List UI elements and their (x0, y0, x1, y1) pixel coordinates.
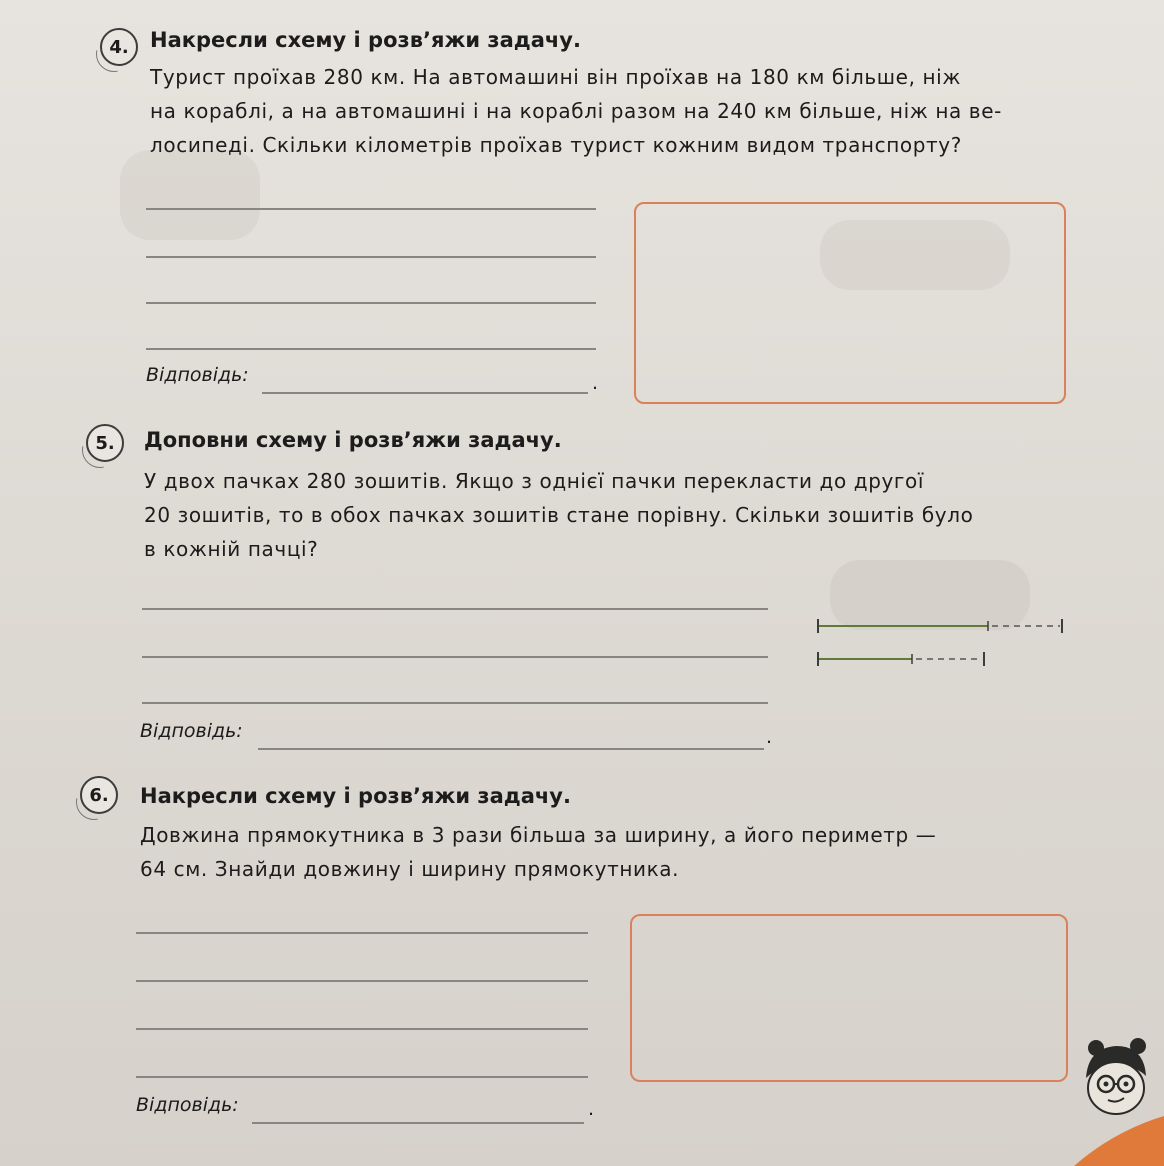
orange-corner-shape (1074, 1116, 1164, 1166)
task-number: 6. (89, 784, 109, 806)
task-text-line: лосипеді. Скільки кілометрів проїхав турист кожним видом транспорту? (150, 133, 962, 157)
writing-line[interactable] (136, 980, 588, 982)
segment-scheme (812, 614, 1072, 672)
answer-period: . (766, 726, 773, 748)
task-text-line: в кожній пачці? (144, 537, 319, 561)
task-title: Накресли схему і розв’яжи задачу. (150, 28, 581, 52)
scheme-drawing-box[interactable] (630, 914, 1068, 1082)
task-text-line: Турист проїхав 280 км. На автомашині він проїхав на 180 км більше, ніж (150, 65, 961, 89)
scheme-drawing-box[interactable] (634, 202, 1066, 404)
show-through-mark (120, 150, 260, 240)
answer-line[interactable] (252, 1122, 584, 1124)
task-number-badge (80, 776, 118, 814)
task-title: Накресли схему і розв’яжи задачу. (140, 784, 571, 808)
task-text (144, 464, 973, 566)
task-text (140, 818, 936, 886)
task-number: 5. (95, 432, 115, 454)
writing-line[interactable] (142, 608, 768, 610)
writing-line[interactable] (146, 348, 596, 350)
answer-period: . (588, 1098, 595, 1120)
task-text-line: Довжина прямокутника в 3 рази більша за ширину, а його периметр — (140, 823, 937, 847)
task-text-line: У двох пачках 280 зошитів. Якщо з однієї пачки перекласти до другої (144, 469, 925, 493)
writing-line[interactable] (146, 302, 596, 304)
writing-line[interactable] (136, 932, 588, 934)
task-text (150, 60, 1002, 162)
task-number-badge (86, 424, 124, 462)
answer-label: Відповідь: (140, 720, 243, 742)
writing-line[interactable] (136, 1076, 588, 1078)
writing-line[interactable] (142, 656, 768, 658)
writing-line[interactable] (146, 208, 596, 210)
task-number-badge (100, 28, 138, 66)
writing-line[interactable] (142, 702, 768, 704)
task-text-line: 64 см. Знайди довжину і ширину прямокутника. (140, 857, 680, 881)
answer-period: . (592, 372, 599, 394)
answer-label: Відповідь: (146, 364, 249, 386)
task-text-line: на кораблі, а на автомашині і на кораблі разом на 240 км більше, ніж на ве- (150, 99, 1002, 123)
mascot-illustration (1074, 1036, 1164, 1166)
writing-line[interactable] (136, 1028, 588, 1030)
answer-label: Відповідь: (136, 1094, 239, 1116)
answer-line[interactable] (258, 748, 764, 750)
task-number: 4. (109, 36, 129, 58)
segment-first-pack (818, 619, 1062, 633)
task-title: Доповни схему і розв’яжи задачу. (144, 428, 562, 452)
segment-second-pack (818, 652, 984, 666)
writing-line[interactable] (146, 256, 596, 258)
mascot-face-icon (1086, 1038, 1146, 1114)
task-text-line: 20 зошитів, то в обох пачках зошитів стане порівну. Скільки зошитів було (144, 503, 974, 527)
answer-line[interactable] (262, 392, 588, 394)
